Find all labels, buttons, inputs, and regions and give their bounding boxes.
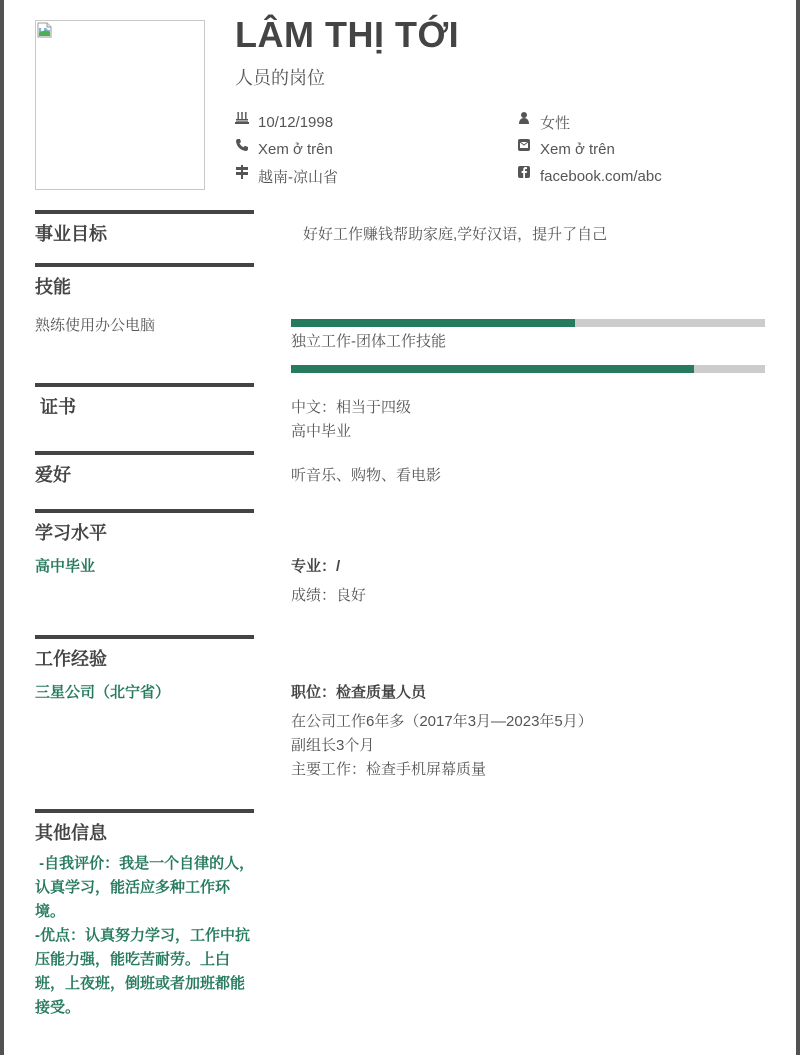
phone-value: Xem ở trên — [258, 140, 333, 158]
education-school: 高中毕业 — [35, 558, 96, 575]
experience-detail: 在公司工作6年多（2017年3月—2023年5月） — [291, 713, 593, 730]
facebook-value[interactable]: facebook.com/abc — [540, 167, 662, 185]
envelope-icon — [517, 138, 531, 152]
section-title-certificates: 证书 — [35, 397, 77, 417]
certificate-item: 高中毕业 — [291, 423, 352, 440]
gender-value: 女性 — [540, 114, 571, 132]
phone-icon — [235, 138, 249, 152]
contact-email — [517, 139, 615, 159]
skill-bar-fill — [291, 319, 575, 327]
user-icon — [517, 111, 531, 125]
contact-gender — [517, 112, 570, 132]
profile-photo — [35, 20, 205, 190]
education-major: 专业：/ — [291, 558, 341, 575]
skills-summary: 熟练使用办公电脑 — [35, 317, 156, 334]
birthday-cake-icon — [235, 111, 249, 125]
hobbies-text: 听音乐、购物、看电影 — [291, 467, 442, 484]
section-divider — [35, 809, 254, 813]
contact-facebook — [517, 166, 662, 186]
experience-role: 职位：检查质量人员 — [291, 684, 427, 701]
address-value: 越南-凉山省 — [258, 168, 338, 186]
experience-company: 三星公司（北宁省） — [35, 684, 171, 701]
experience-detail: 副组长3个月 — [291, 737, 375, 754]
facebook-icon — [517, 165, 531, 179]
page-frame-right — [796, 0, 800, 1055]
section-divider — [35, 451, 254, 455]
experience-detail: 主要工作：检查手机屏幕质量 — [291, 761, 487, 778]
section-divider — [35, 383, 254, 387]
page-frame-left — [0, 0, 4, 1055]
section-divider — [35, 509, 254, 513]
signpost-icon — [235, 165, 249, 179]
section-title-other: 其他信息 — [35, 823, 107, 843]
broken-image-icon — [37, 22, 53, 38]
strengths: -优点：认真努力学习，工作中抗压能力强，能吃苦耐劳。上白班，上夜班，倒班或者加班都能接受。 — [35, 927, 250, 1016]
email-value[interactable]: Xem ở trên — [540, 140, 615, 158]
skill-label-2: 独立工作-团体工作技能 — [291, 333, 446, 350]
skill-bar-2 — [291, 365, 765, 373]
candidate-name: LÂM THỊ TỚI — [235, 14, 460, 55]
contact-address — [235, 166, 338, 186]
certificate-item: 中文：相当于四级 — [291, 399, 412, 416]
skill-bar-1 — [291, 319, 765, 327]
contact-birthday — [235, 112, 333, 132]
contact-phone — [235, 139, 333, 159]
section-title-experience: 工作经验 — [35, 649, 107, 669]
objective-text: 好好工作赚钱帮助家庭,学好汉语，提升了自己 — [303, 226, 608, 243]
section-divider — [35, 635, 254, 639]
section-title-education: 学习水平 — [35, 523, 107, 543]
candidate-position: 人员的岗位 — [235, 68, 325, 88]
section-divider — [35, 210, 254, 214]
skill-bar-fill — [291, 365, 694, 373]
self-evaluation: -自我评价：我是一个自律的人，认真学习，能活应多种工作环境。 — [35, 855, 255, 920]
section-title-hobbies: 爱好 — [35, 465, 71, 485]
section-divider — [35, 263, 254, 267]
section-title-objective: 事业目标 — [35, 224, 107, 244]
birthday-value: 10/12/1998 — [258, 113, 334, 131]
education-grade: 成绩：良好 — [291, 587, 367, 604]
other-info — [35, 852, 255, 1020]
section-title-skills: 技能 — [35, 277, 71, 297]
